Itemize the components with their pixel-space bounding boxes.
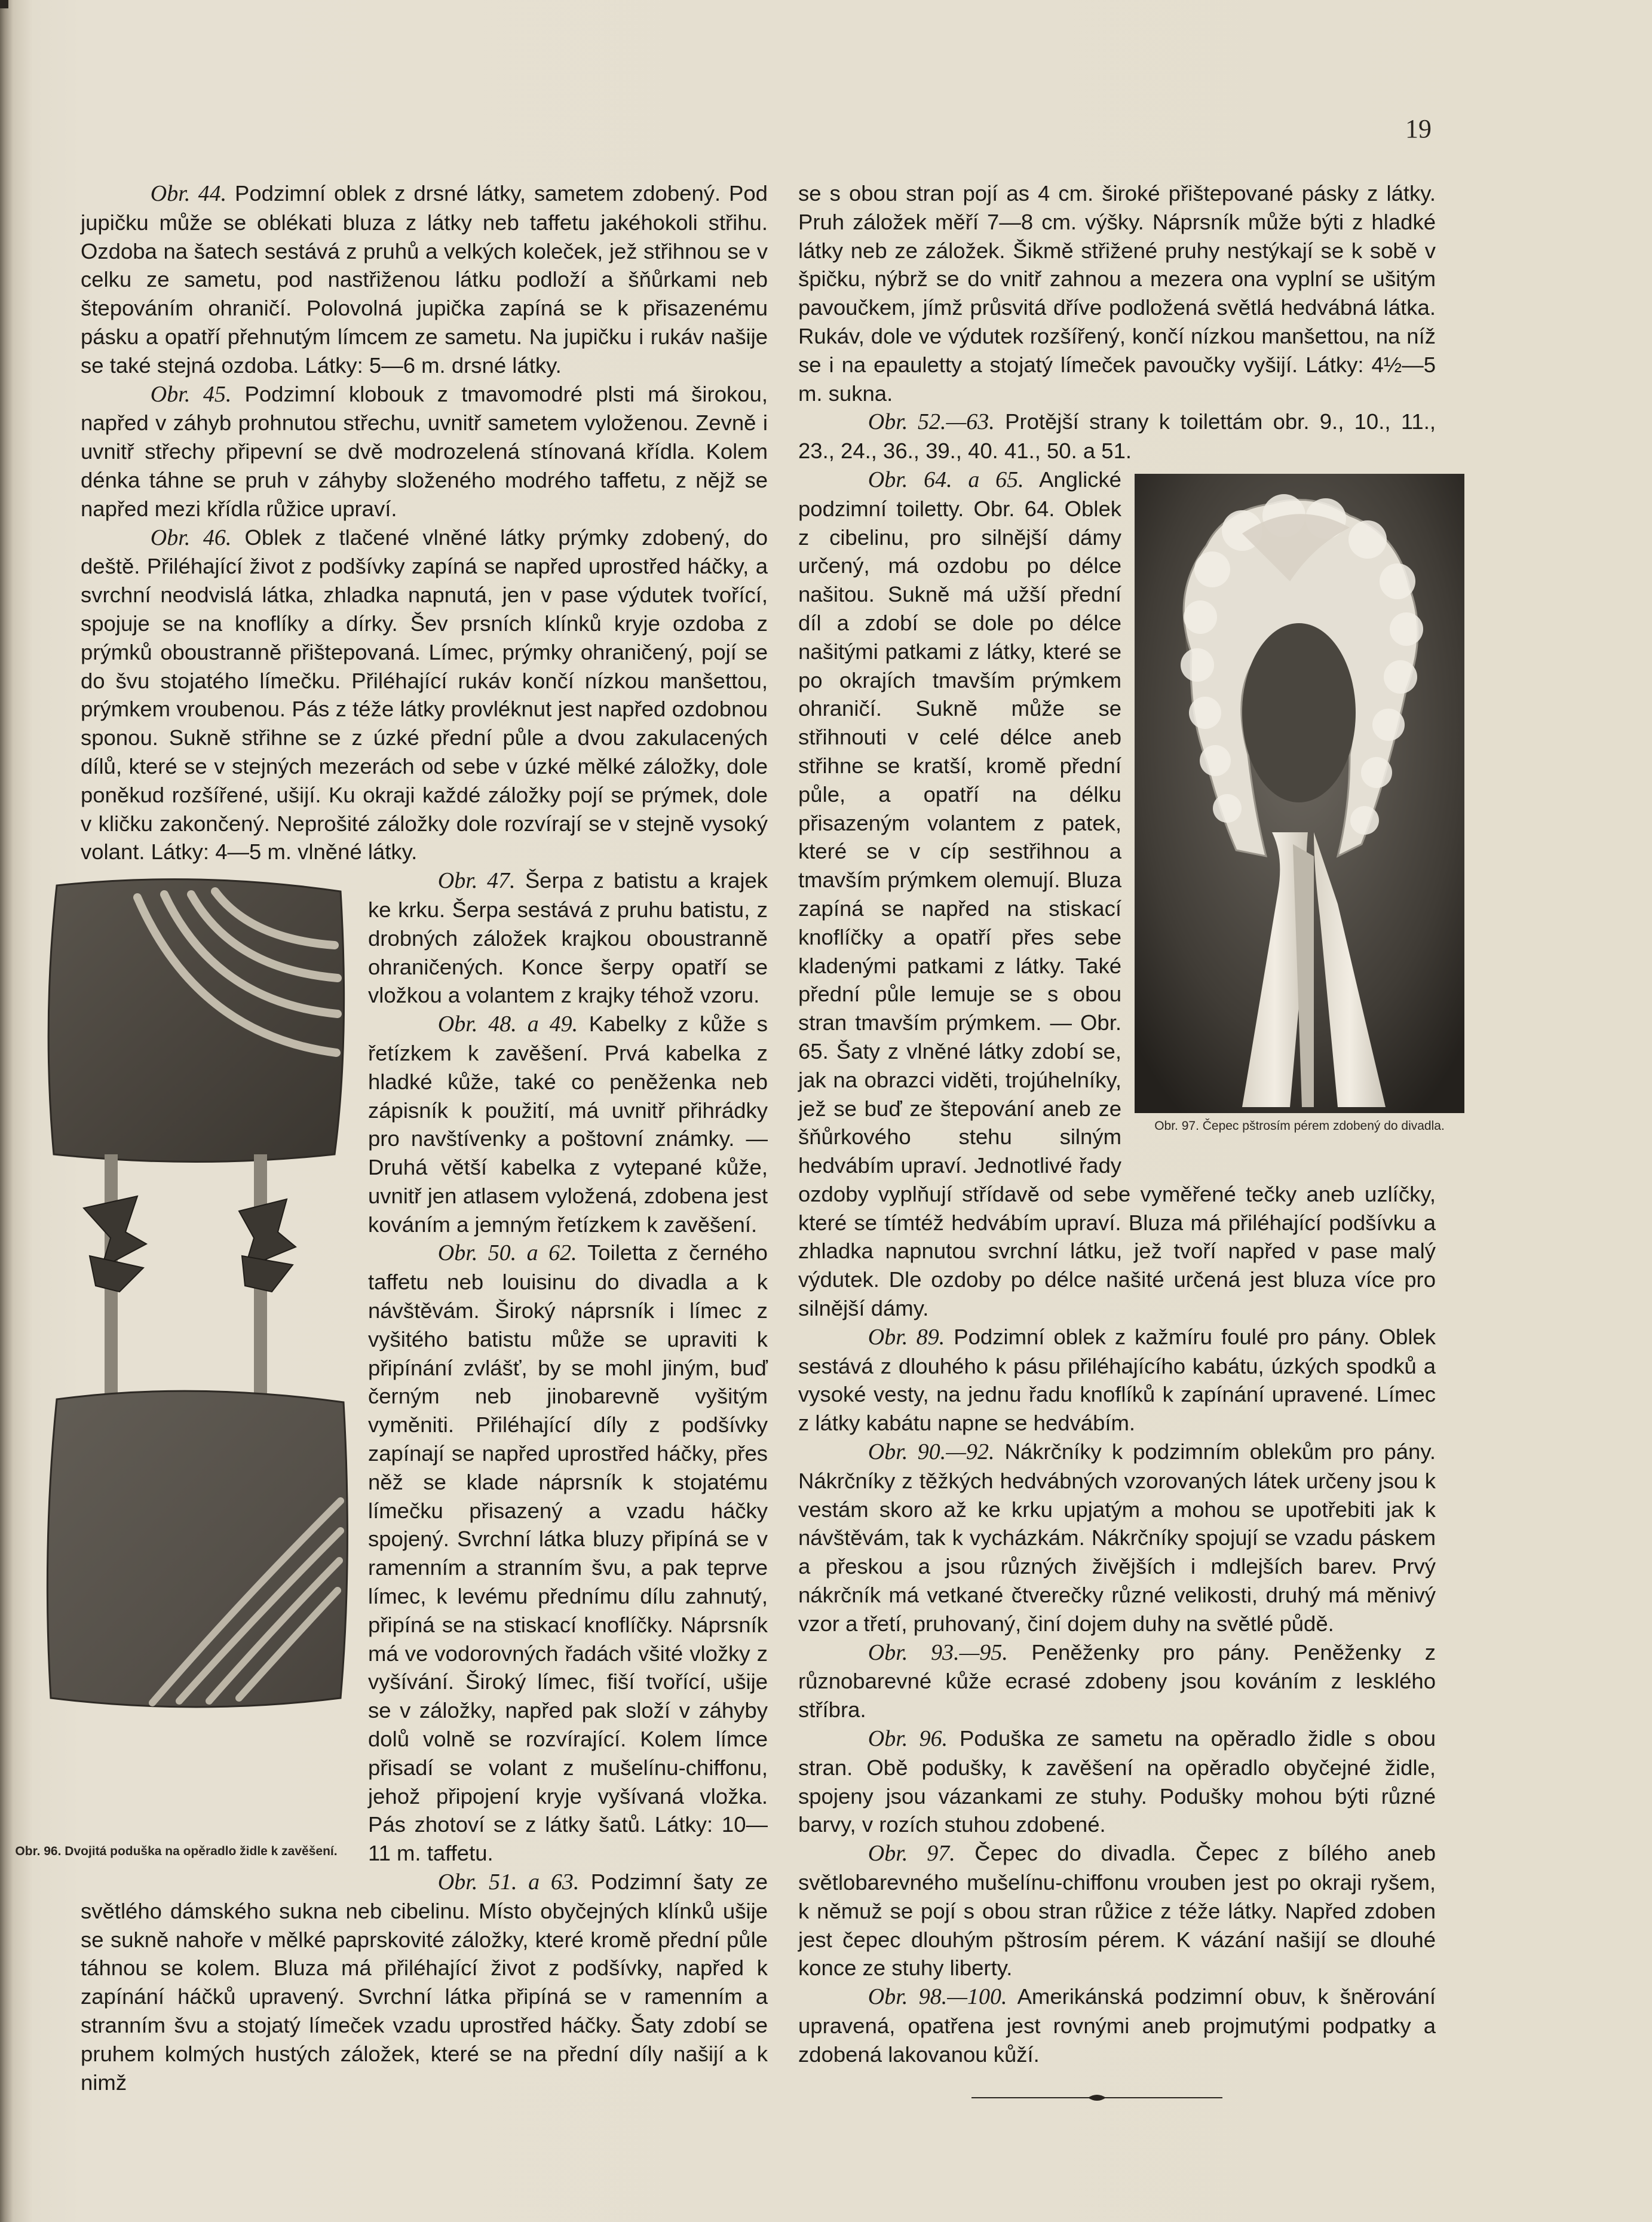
paragraph-obr-96 (798, 1724, 1436, 1839)
paragraph-obr-89 (798, 1323, 1436, 1438)
scan-corner-mark (0, 0, 8, 8)
paragraph-obr-45 (81, 380, 768, 523)
figure-96-caption: Obr. 96. Dvojitá poduška na opěradlo židle k zavěšení. (15, 1844, 338, 1859)
paragraph-obr-97 (798, 1839, 1436, 1982)
paragraph-text: Poduška ze sametu na opěradlo židle s obou stran. Obě podušky, k zavěšení na opěradlo obyčejné židle, spojeny jsou vázankami ze stuhy. Podušky mohou býti různé barvy, v rozích stuhou zdobené. (798, 1726, 1436, 1837)
left-column (15, 179, 768, 2097)
figure-reference: Obr. 51. a 63. (437, 1869, 580, 1895)
paragraph-continuation (798, 179, 1436, 407)
right-column (798, 179, 1445, 2110)
paragraph-text: Čepec do divadla. Čepec z bílého aneb světlobarevného mušelínu-chiffonu vrouben jest po okraji ryšem, k němuž se pojí s obou stran růžice z téže látky. Napřed zdoben jest čepec dlouhým pštrosím pérem. K vázání našijí se dlouhé konce ze stuhy liberty. (798, 1841, 1436, 1981)
figure-reference: Obr. 45. (150, 381, 232, 407)
figure-reference: Obr. 47. (437, 868, 516, 894)
paragraph-text: Oblek z tlačené vlněné látky prýmky zdobený, do deště. Přiléhající život z podšívky zapíná se napřed uprostřed háčky, a svrchní neodvislá látka, zhladka napnutá, jen v pase výdutek tvořící, spojuje se na knoflíky a dírky. Šev prsních klínků kryje ozdoba z prýmků oboustranně přištepovaná. Límec, prýmky ohraničený, pojí se do švu stojatého límečku. Přiléhající rukáv končí nízkou manšettou, prýmkem vroubenou. Pás z téže látky provléknut jest napřed ozdobnou sponou. Sukně střihne se z úzké přední půle a dvou zakulacených dílů, které se v stejných mezerách od sebe v úzké mělké záložky, dole poněkud rozšířené, ušijí. Ku okraji každé záložky pojí se prýmek, dole v kličku zakončený. Neprošité záložky dole rozvírají se v stejně vysoký volant. Látky: 4—5 m. vlněné látky. (81, 525, 768, 865)
section-divider-ornament (971, 2092, 1222, 2104)
paragraph-obr-90-92 (798, 1438, 1436, 1638)
figure-reference: Obr. 97. (868, 1841, 955, 1867)
paragraph-text: Toiletta z černého taffetu neb louisinu do divadla a k návštěvám. Široký náprsník i límec z vyšitého batistu může se upraviti k připínání zvlášť, by se mohl jiným, buď černým neb jinobarevně vyšitým vyměniti. Přiléhající díly z podšívky zapínají se napřed uprostřed háčky, přes něž se klade náprsník k stojatému límečku přisazený a vzadu háčky spojený. Svrchní látka bluzy připíná se v ramenním a stranním švu, a pak teprve límec, k levému přednímu dílu zahnutý, připíná se na stiskací knoflíčky. Náprsník má ve vodorovných řadách všité vložky z vyšívání. Široký límec, fiší tvořící, ušije se v záložky, napřed pak složí v záhyby dolů volně se rozvírající. Kolem límce přisadí se volant z mušelínu-chiffonu, jehož připojení kryje vyšívaná vložka. Pás zhotoví se z látky šatů. Látky: 10—11 m. taffetu. (368, 1240, 768, 1866)
paragraph-obr-44 (81, 179, 768, 380)
figure-reference: Obr. 89. (868, 1324, 945, 1350)
figure-reference: Obr. 52.—63. (868, 409, 995, 435)
figure-reference: Obr. 64. a 65. (868, 467, 1024, 492)
paragraph-text: Anglické podzimní toiletty. Obr. 64. Oblek z cibelinu, pro silnější dámy určený, má ozdobu po délce našitou. Sukně má užší přední díl a zdobí se dole po délce našitými patkami z látky, které se po okrajích tmavším prýmkem ohraničí. Sukně může se střihnouti v celé délce aneb střihne se kratší, kromě přední půle, a opatří na délku přisazeným volantem z patek, které se v cíp sestřihnou a tmavším prýmkem olemují. Bluza zapíná se napřed na stiskací knoflíčky a opatří přes sebe kladenými patkami z látky. Také přední půle lemuje se s obou stran tmavším prýmkem. — Obr. 65. Šaty z vlněné látky zdobí se, jak na obrazci viděti, trojúhelníky, jež se buď ze štepování aneb ze šňůrkového stehu silným hedvábím upraví. Jednotlivé řady ozdoby vyplňují střídavě od sebe vyměřené tečky aneb uzlíčky, které se tímtéž hedvábím upraví. Bluza má přiléhající podšívku a zhladka napnutou svrchní látku, jež tvoří napřed v pase malý výdutek. Dle ozdoby po délce našité určená jest bluza více pro silnější dámy. (798, 467, 1436, 1321)
figure-97-caption: Obr. 97. Čepec pštrosím pérem zdobený do divadla. (1154, 1118, 1445, 1133)
paragraph-obr-51-63 (81, 1868, 768, 2097)
figure-97-theatre-cap (1135, 474, 1464, 1149)
paragraph-obr-98-100 (798, 1982, 1436, 2068)
figure-reference: Obr. 96. (868, 1726, 948, 1752)
paragraph-text: Nákrčníky k podzimním oblekům pro pány. Nákrčníky z těžkých hedvábných vzorovaných látek určeny jsou k vestám skoro až ke krku upjatým a mohou se upotřebiti jak k návštěvám, tak k vycházkám. Nákrčníky spojují se vzadu páskem a přeskou a jsou různých živějších i mdlejších barev. Prvý nákrčník má vetkané čtverečky různé velikosti, druhý má měnivý vzor a třetí, pruhovaný, činí dojem duhy na světlé půdě. (798, 1439, 1436, 1636)
paragraph-text: Amerikánská podzimní obuv, k šněrování upravená, opatřena jest rovnými aneb projmutými podpatky a zdobená lakovanou kůží. (798, 1984, 1436, 2067)
paragraph-obr-46 (81, 523, 768, 867)
paragraph-text: Peněženky pro pány. Peněženky z různobarevné kůže ecrasé zdobeny jsou kováním z lesklého stříbra. (798, 1639, 1436, 1723)
paragraph-text: Protější strany k toilettám obr. 9., 10., 11., 23., 24., 36., 39., 40. 41., 50. a 51. (798, 409, 1436, 464)
paragraph-obr-52-63 (798, 407, 1436, 465)
paragraph-text: Podzimní šaty ze světlého dámského sukna neb cibelinu. Místo obyčejných klínků ušije se sukně nahoře v mělké paprskovité záložky, které kromě přední půle táhnou se kolem. Bluza má přiléhající život z podšívky, napřed k zapínání háčků upravený. Svrchní látka připíná se v ramenním a stranním švu a stojatý límeček vzadu uprostřed háčky. Šaty zdobí se pruhem kolmých hustých záložek, které se na přední díly našijí a k nimž (81, 1869, 768, 2095)
figure-reference: Obr. 48. a 49. (437, 1012, 578, 1037)
paragraph-text: se s obou stran pojí as 4 cm. široké přištepované pásky z látky. Pruh záložek měří 7—8 cm. výšky. Náprsník může býti z hladké látky neb ze záložek. Šikmě střižené pruhy nestýkají se k sobě v špičku, nýbrž se do vnitř zahnou a mezera ona vyplní se ušitým pavoučkem, jímž průsvitá dříve podložená světlá hedvábná látka. Rukáv, dole ve výdutek rozšířený, končí nízkou manšettou, na níž se i na epauletty a stojatý límeček pavoučky vyšijí. Látky: 4½—5 m. sukna. (798, 181, 1436, 406)
figure-reference: Obr. 46. (150, 525, 232, 550)
figure-reference: Obr. 50. a 62. (437, 1240, 577, 1266)
paragraph-text: Podzimní oblek z kažmíru foulé pro pány. Oblek sestává z dlouhého k pásu přiléhajícího kabátu, úzkých spodků a vysoké vesty, na jednu řadu knoflíků k zapínání upravené. Límec z látky kabátu napne se hedvábím. (798, 1324, 1436, 1436)
figure-reference: Obr. 98.—100. (868, 1984, 1007, 2010)
paragraph-text: Podzimní oblek z drsné látky, sametem zdobený. Pod jupičku může se oblékati bluza z látky neb taffetu jakéhokoli střihu. Ozdoba na šatech sestává z pruhů a velkých koleček, jež střihnou se v celku ze sametu, pod nastřiženou látku podloží a šňůrkami neb štepováním ohraničí. Polovolná jupička zapíná se k přisazenému pásku a opatří přehnutým límcem ze sametu. Na jupičku i rukáv našije se také stejná ozdoba. Látky: 5—6 m. drsné látky. (81, 181, 768, 378)
paragraph-text: Kabelky z kůže s řetízkem k zavěšení. Prvá kabelka z hladké kůže, také co peněženka neb zápisník k použití, má uvnitř přihrádky pro navštívenky a poštovní známky. — Druhá větší kabelka z vytepané kůže, uvnitř jen atlasem vyložená, zdobena jest kováním a jemným řetízkem k zavěšení. (368, 1012, 768, 1237)
figure-reference: Obr. 90.—92. (868, 1439, 995, 1465)
figure-reference: Obr. 44. (150, 181, 227, 206)
theatre-cap-illustration (1135, 474, 1464, 1113)
figure-reference: Obr. 93.—95. (868, 1639, 1008, 1665)
page-number: 19 (1405, 114, 1432, 143)
paragraph-text: Podzimní klobouk z tmavomodré plsti má širokou, napřed v záhyb prohnutou střechu, uvnitř sametem vyloženou. Zevně i uvnitř střechy připevní se dvě modrozelená stínovaná křídla. Kolem dénka táhne se pruh v záhyby složeného modrého taffetu, z nějž se napřed mezi křídla růžice upraví. (81, 381, 768, 521)
paragraph-text: Šerpa z batistu a krajek ke krku. Šerpa sestává z pruhu batistu, z drobných záložek krajkou oboustranně ohraničených. Konce šerpy opatří se vložkou a volantem z krajky téhož vzoru. (368, 868, 768, 1008)
paragraph-obr-93-95 (798, 1638, 1436, 1724)
figure-96-cushions (0, 874, 353, 1877)
cushion-illustration (0, 874, 353, 1829)
